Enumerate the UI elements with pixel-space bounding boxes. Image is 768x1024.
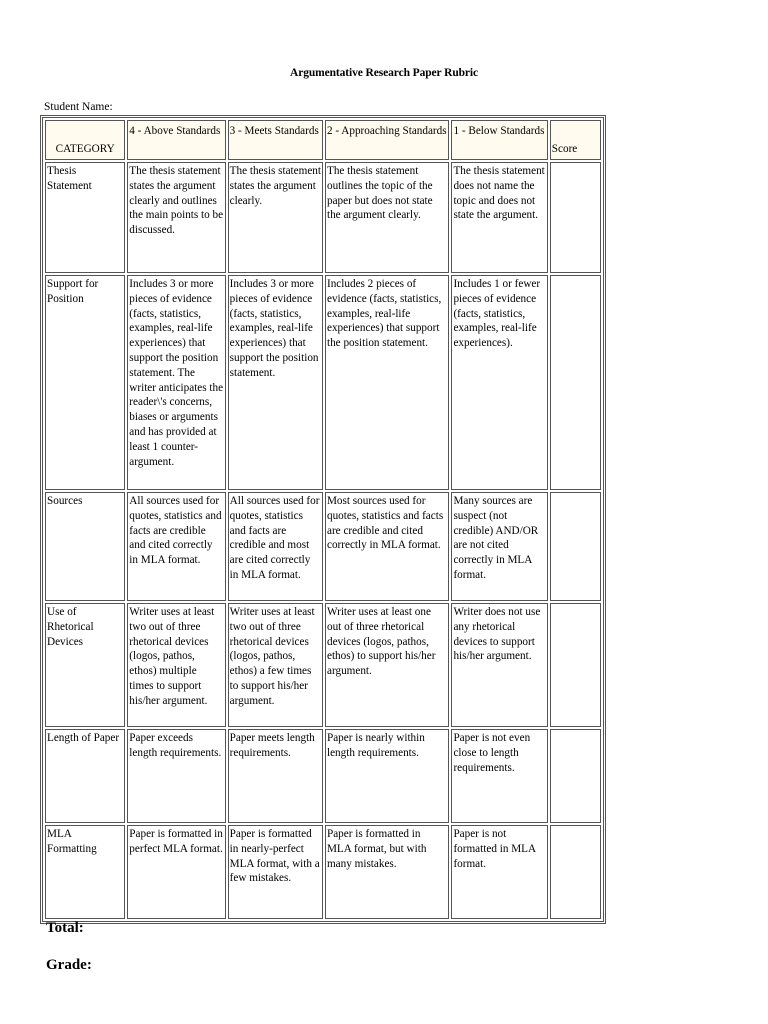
cell-level-3: Writer uses at least two out of three rhetorical devices (logos, pathos, ethos) a few times to support his/her argument. [228, 603, 323, 727]
header-level-1: 1 - Below Standards [451, 120, 547, 160]
row-category: MLA Formatting [45, 825, 125, 919]
table-row [45, 825, 601, 919]
cell-level-1: Writer does not use any rhetorical devices to support his/her argument. [451, 603, 547, 727]
table-row [45, 275, 601, 490]
cell-level-4: Paper exceeds length requirements. [127, 729, 225, 823]
cell-level-3: The thesis statement states the argument clearly. [228, 162, 323, 273]
cell-level-4: Writer uses at least two out of three rhetorical devices (logos, pathos, ethos) multiple times to support his/her argument. [127, 603, 225, 727]
total-label: Total: [46, 920, 84, 936]
score-cell[interactable] [550, 603, 601, 727]
cell-level-2: Paper is nearly within length requirements. [325, 729, 449, 823]
student-name-label: Student Name: [44, 101, 113, 113]
table-row [45, 603, 601, 727]
header-level-3: 3 - Meets Standards [228, 120, 323, 160]
cell-level-2: Most sources used for quotes, statistics and facts are credible and cited correctly in MLA format. [325, 492, 449, 601]
rubric-table [40, 115, 606, 924]
score-cell[interactable] [550, 729, 601, 823]
cell-level-2: Writer uses at least one out of three rhetorical devices (logos, pathos, ethos) to support his/her argument. [325, 603, 449, 727]
row-category: Use of Rhetorical Devices [45, 603, 125, 727]
score-cell[interactable] [550, 275, 601, 490]
grade-label: Grade: [46, 957, 92, 973]
header-level-4: 4 - Above Standards [127, 120, 225, 160]
cell-level-3: Includes 3 or more pieces of evidence (facts, statistics, examples, real-life experiences) that support the position statement. [228, 275, 323, 490]
score-cell[interactable] [550, 162, 601, 273]
cell-level-1: Paper is not formatted in MLA format. [451, 825, 547, 919]
cell-level-1: Includes 1 or fewer pieces of evidence (facts, statistics, examples, real-life experiences). [451, 275, 547, 490]
page-title: Argumentative Research Paper Rubric [289, 67, 479, 79]
score-cell[interactable] [550, 492, 601, 601]
cell-level-2: Includes 2 pieces of evidence (facts, statistics, examples, real-life experiences) that support the position statement. [325, 275, 449, 490]
cell-level-2: Paper is formatted in MLA format, but with many mistakes. [325, 825, 449, 919]
cell-level-4: The thesis statement states the argument clearly and outlines the main points to be discussed. [127, 162, 225, 273]
cell-level-3: Paper is formatted in nearly-perfect MLA format, with a few mistakes. [228, 825, 323, 919]
header-level-2: 2 - Approaching Standards [325, 120, 449, 160]
header-score: Score [550, 120, 601, 160]
cell-level-1: Paper is not even close to length requirements. [451, 729, 547, 823]
cell-level-3: All sources used for quotes, statistics and facts are credible and most are cited correctly in MLA format. [228, 492, 323, 601]
cell-level-4: Includes 3 or more pieces of evidence (facts, statistics, examples, real-life experiences) that support the position statement. The writer anticipates the reader\'s concerns, biases or arguments and has provided at least 1 counter-argument. [127, 275, 225, 490]
table-row [45, 492, 601, 601]
score-cell[interactable] [550, 825, 601, 919]
row-category: Support for Position [45, 275, 125, 490]
cell-level-4: Paper is formatted in perfect MLA format. [127, 825, 225, 919]
cell-level-1: Many sources are suspect (not credible) AND/OR are not cited correctly in MLA format. [451, 492, 547, 601]
row-category: Sources [45, 492, 125, 601]
row-category: Thesis Statement [45, 162, 125, 273]
header-category: CATEGORY [45, 120, 125, 160]
cell-level-4: All sources used for quotes, statistics and facts are credible and cited correctly in MLA format. [127, 492, 225, 601]
cell-level-3: Paper meets length requirements. [228, 729, 323, 823]
table-row [45, 162, 601, 273]
cell-level-2: The thesis statement outlines the topic of the paper but does not state the argument clearly. [325, 162, 449, 273]
row-category: Length of Paper [45, 729, 125, 823]
cell-level-1: The thesis statement does not name the topic and does not state the argument. [451, 162, 547, 273]
header-row [45, 120, 601, 160]
table-row [45, 729, 601, 823]
